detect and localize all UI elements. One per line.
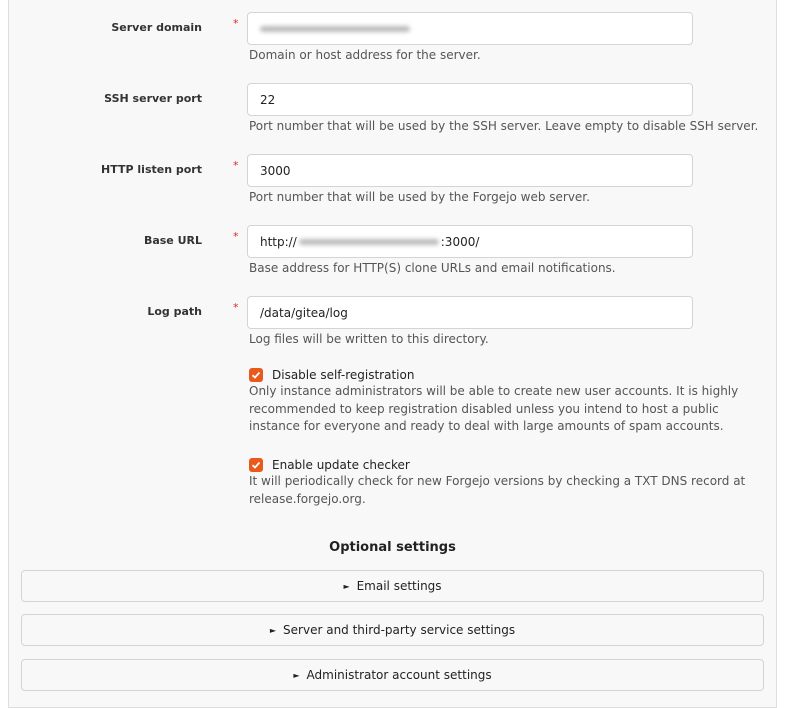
field-label: Base URL <box>143 234 202 247</box>
base-url-input[interactable] <box>247 225 693 258</box>
log-path-input[interactable]: /data/gitea/log <box>247 296 693 329</box>
field-label: Server domain <box>111 21 202 34</box>
checkbox-label: Disable self-registration <box>272 368 415 382</box>
required-marker: * <box>233 159 239 172</box>
admin-account-settings-toggle[interactable] <box>21 659 764 691</box>
triangle-right-icon: ► <box>293 670 300 680</box>
field-help: Domain or host address for the server. <box>249 48 481 62</box>
ssh-port-input[interactable]: 22 <box>247 83 693 116</box>
checkbox-checked-icon <box>249 368 263 382</box>
required-marker: * <box>233 230 239 243</box>
field-help: Port number that will be used by the Forgejo web server. <box>249 190 590 204</box>
update-checker-checkbox[interactable] <box>249 458 410 473</box>
install-form <box>8 0 777 708</box>
field-label: SSH server port <box>104 92 202 105</box>
field-label: Log path <box>147 305 202 318</box>
section-label: Server and third-party service settings <box>283 623 516 637</box>
field-help: Port number that will be used by the SSH server. Leave empty to disable SSH server. <box>249 119 759 133</box>
section-label: Email settings <box>356 579 442 593</box>
url-suffix: :3000/ <box>440 234 480 249</box>
required-marker: * <box>233 17 239 30</box>
checkbox-help: It will periodically check for new Forgejo versions by checking a TXT DNS record at release.forgejo.org. <box>249 474 746 506</box>
section-label: Administrator account settings <box>306 668 492 682</box>
server-domain-input[interactable] <box>247 12 693 45</box>
url-prefix: http:// <box>260 234 297 249</box>
http-port-input[interactable]: 3000 <box>247 154 693 187</box>
disable-registration-checkbox[interactable] <box>249 368 414 383</box>
checkbox-label: Enable update checker <box>272 458 410 472</box>
checkbox-checked-icon <box>249 458 263 472</box>
server-service-settings-toggle[interactable] <box>21 614 764 646</box>
required-marker: * <box>233 301 239 314</box>
triangle-right-icon: ► <box>343 581 350 591</box>
field-label: HTTP listen port <box>101 163 202 176</box>
field-help: Base address for HTTP(S) clone URLs and email notifications. <box>249 261 616 275</box>
triangle-right-icon: ► <box>269 625 277 635</box>
field-help: Log files will be written to this directory. <box>249 332 489 346</box>
redacted-value <box>299 239 439 245</box>
optional-settings-heading: Optional settings <box>329 540 456 555</box>
email-settings-toggle[interactable] <box>21 570 764 602</box>
redacted-value <box>260 26 410 32</box>
checkbox-help: Only instance administrators will be able to create new user accounts. It is highly recommended to keep registration disabled unless you intend to host a public instance for everyone and ready to deal with large amounts of spam accounts. <box>249 384 739 433</box>
